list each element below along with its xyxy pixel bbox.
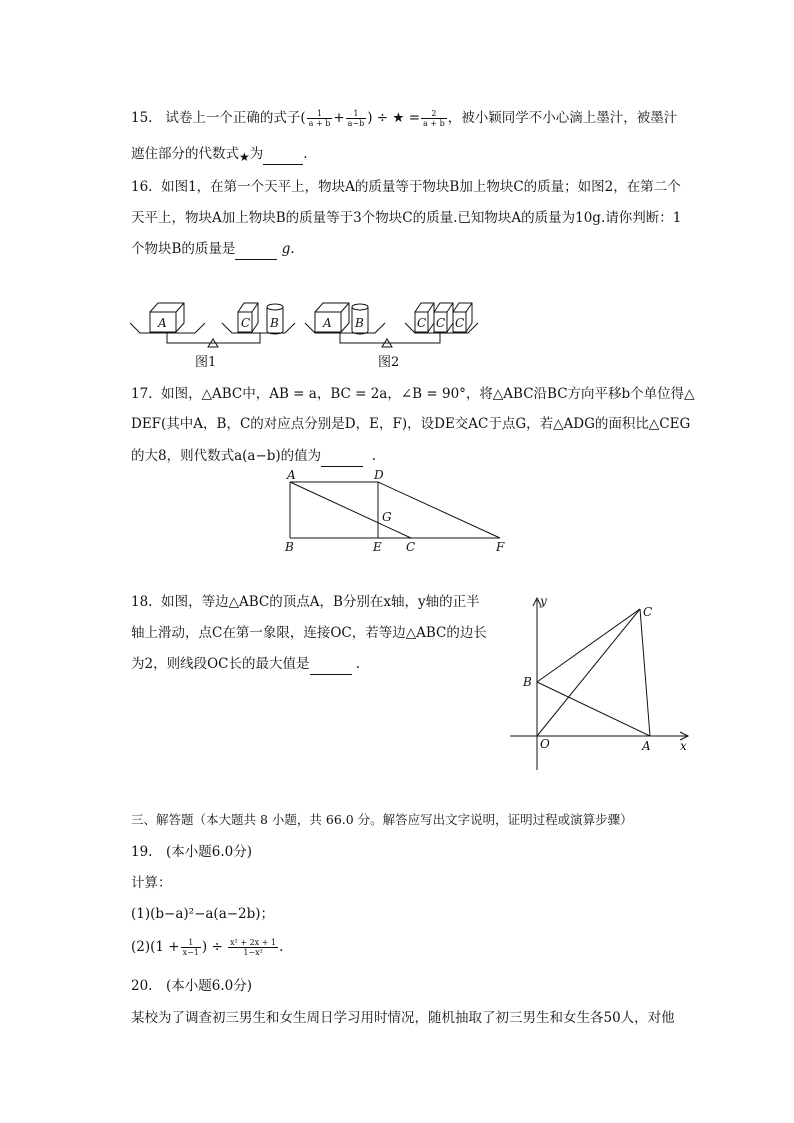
q20-line1 xyxy=(131,1008,675,1028)
q17-line3 xyxy=(131,446,376,467)
q15-fraction-1: $\frac{1}{a + b}$ xyxy=(308,109,331,128)
section3-heading xyxy=(131,810,633,830)
q17-line1 xyxy=(131,384,695,404)
q18-end: . xyxy=(355,656,361,672)
q15-plus: + xyxy=(333,110,345,126)
q17-label-a: A xyxy=(287,468,296,482)
fig2-label-b: B xyxy=(355,316,364,330)
q20-header-text: 20. (本小题6.0分) xyxy=(131,978,252,994)
q15-line2 xyxy=(131,144,308,165)
q16-line3 xyxy=(131,239,295,260)
fig2-block-a xyxy=(315,303,349,332)
q17-text: 如图，△ABC中，AB = a，BC = 2a，∠B = 90°，将△ABC沿BC方向平移b个单位得△ xyxy=(161,386,695,402)
segment-oc xyxy=(537,609,640,736)
q19-calc xyxy=(131,873,172,893)
q16-text: 个物块B的质量是 xyxy=(131,241,236,257)
q17-text: 的大8，则代数式a(a−b)的值为 xyxy=(131,448,322,464)
q18-figure xyxy=(0,590,794,780)
balance-figures xyxy=(0,295,794,375)
q19-fraction-2: $\frac{\text{x² + 2x + 1}}{\text{1−x²}}$ xyxy=(230,938,277,957)
fig2-label-c3: C xyxy=(455,316,465,330)
q15-text-b: ) ÷ ★ = xyxy=(367,110,421,126)
q15-number: 15. xyxy=(131,110,153,126)
q17-label-g: G xyxy=(382,510,392,524)
q18-text: 如图，等边△ABC的顶点A，B分别在x轴，y轴的正半 xyxy=(161,594,480,610)
fig2-caption: 图2 xyxy=(378,355,400,370)
q20-text: 某校为了调查初三男生和女生周日学习用时情况，随机抽取了初三男生和女生各50人，对他 xyxy=(131,1010,675,1026)
q17-number: 17. xyxy=(131,386,153,402)
q16-number: 16. xyxy=(131,179,153,195)
q17-answer-blank[interactable] xyxy=(321,446,363,467)
q19-item2-text-b: ) ÷ xyxy=(201,939,223,955)
segment-ba xyxy=(537,682,650,736)
q18-label-o: O xyxy=(540,737,550,751)
q17-label-e: E xyxy=(373,540,382,554)
fig2-label-a: A xyxy=(323,316,332,330)
q17-label-c: C xyxy=(406,540,416,554)
q17-line2 xyxy=(131,414,690,434)
q18-label-a: A xyxy=(642,739,651,753)
q19-header xyxy=(131,842,252,862)
q18-number: 18. xyxy=(131,594,153,610)
fig1-label-b: B xyxy=(270,316,279,330)
q16-text: 如图1，在第一个天平上，物块A的质量等于物块B加上物块C的质量；如图2，在第二个 xyxy=(161,179,681,195)
q19-item2 xyxy=(131,937,283,957)
q15-text-a: 试卷上一个正确的式子( xyxy=(165,110,306,126)
segment-df xyxy=(378,482,500,538)
q18-label-x: x xyxy=(680,739,687,753)
q15-text-c: ，被小颖同学不小心滴上墨汁，被墨汁 xyxy=(447,110,678,126)
fig1-beam xyxy=(167,333,260,343)
q18-label-c: C xyxy=(643,605,653,619)
q15-fraction-2: $\frac{1}{a-b}$ xyxy=(347,109,365,128)
q18-label-b: B xyxy=(523,675,532,689)
segment-ac xyxy=(290,482,411,538)
q17-label-d: D xyxy=(374,468,384,482)
q15-line2-text: 遮住部分的代数式 xyxy=(131,146,239,162)
star-icon: ★ xyxy=(239,150,250,164)
fig2-label-c2: C xyxy=(436,316,446,330)
q19-item2-text-a: (2)(1 + xyxy=(131,939,180,955)
section3-heading-text: 三、解答题（本大题共 8 小题，共 66.0 分。解答应写出文字说明，证明过程或演算步骤） xyxy=(131,812,633,827)
segment-bc xyxy=(537,609,640,682)
q18-label-y: y xyxy=(540,594,547,608)
q17-label-b: B xyxy=(285,540,294,554)
q17-label-f: F xyxy=(496,540,505,554)
q15-answer-blank[interactable] xyxy=(263,144,303,165)
q15-line1 xyxy=(131,108,677,128)
q19-fraction-1: $\frac{1}{x-1}$ xyxy=(182,938,199,957)
fig2-label-c1: C xyxy=(417,316,427,330)
q17-end: . xyxy=(371,448,377,464)
fig1-label-c: C xyxy=(241,316,251,330)
q19-item1-text: (1)(b−a)²−a(a−2b)； xyxy=(131,906,275,922)
q18-text: 轴上滑动，点C在第一象限，连接OC，若等边△ABC的边长 xyxy=(131,625,487,641)
fig1-label-a: A xyxy=(158,316,167,330)
q16-answer-blank[interactable] xyxy=(235,239,277,260)
q17-figure xyxy=(0,468,794,558)
q20-header xyxy=(131,976,252,996)
fig2-beam xyxy=(340,333,440,343)
q19-calc-text: 计算： xyxy=(131,875,172,891)
q16-line2 xyxy=(131,208,681,228)
q16-text: 天平上，物块A加上物块B的质量等于3个物块C的质量.已知物块A的质量为10g.请你判断：1 xyxy=(131,210,682,226)
fig1-caption: 图1 xyxy=(195,355,217,370)
q15-end: . xyxy=(303,146,308,162)
q15-line2-text-b: 为 xyxy=(249,146,264,162)
q16-line1 xyxy=(131,177,681,197)
fig1-right-pan xyxy=(222,323,295,333)
q19-item2-end: . xyxy=(279,939,284,955)
q15-fraction-3: $\frac{2}{a + b}$ xyxy=(423,109,445,128)
q19-header-text: 19. (本小题6.0分) xyxy=(131,844,252,860)
q17-text: DEF(其中A，B，C的对应点分别是D，E，F)，设DE交AC于点G，若△ADG的面积比△CEG xyxy=(131,416,691,432)
segment-ca xyxy=(640,609,650,736)
fig1-block-a xyxy=(150,303,184,332)
q19-item1 xyxy=(131,904,274,924)
q18-text: 为2，则线段OC长的最大值是 xyxy=(131,656,310,672)
q16-unit: g. xyxy=(281,241,295,257)
